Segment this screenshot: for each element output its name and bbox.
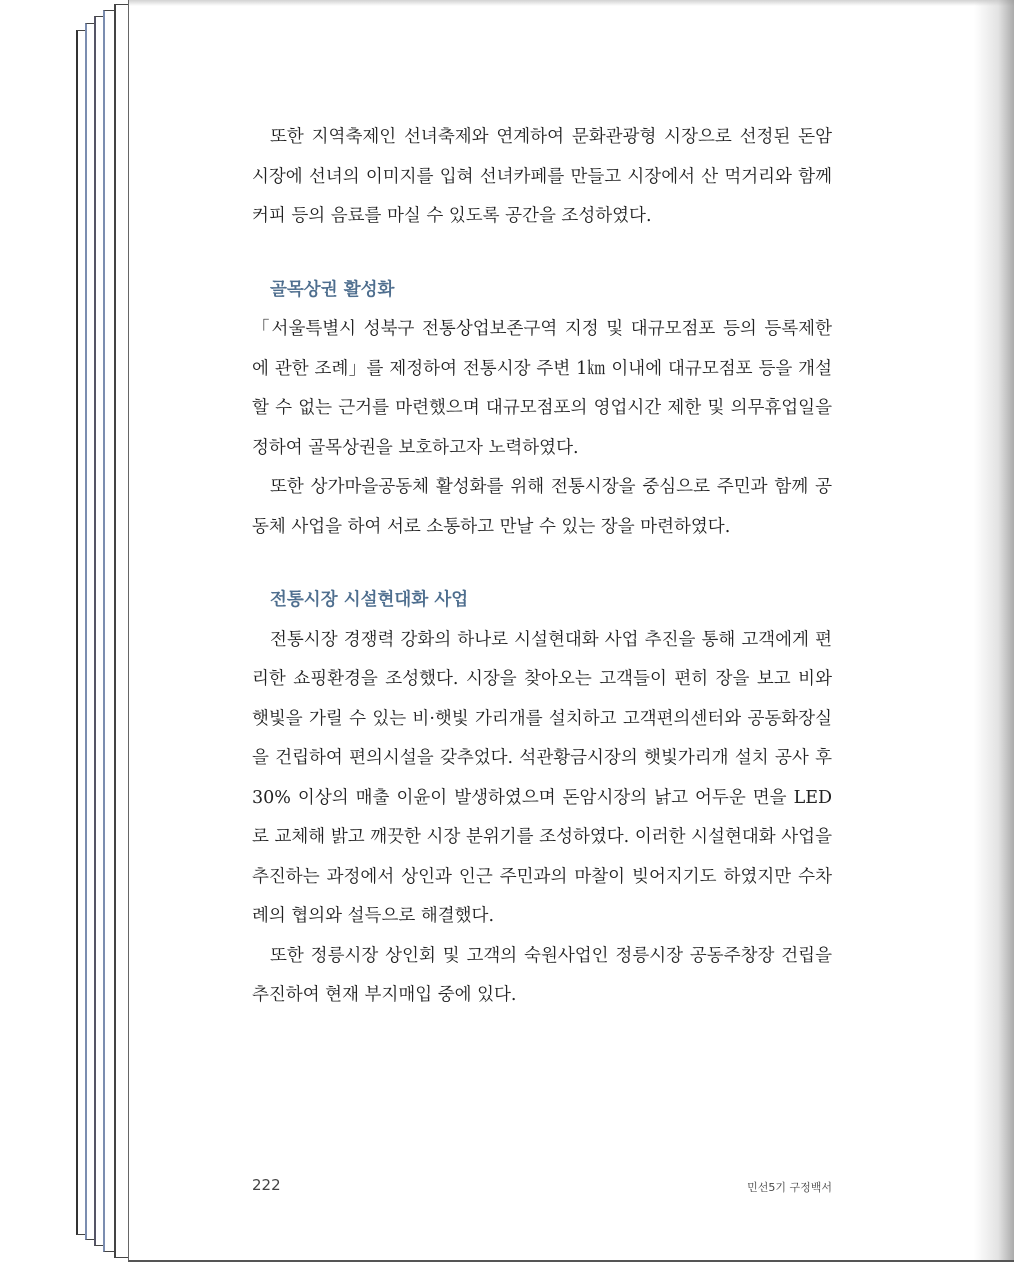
paragraph-seonnyeo-cafe: 또한 지역축제인 선녀축제와 연계하여 문화관광형 시장으로 선정된 돈암시장에 선녀의 이미지를 입혀 선녀카페를 만들고 시장에서 산 먹거리와 함께 커피 등의 음료를 마실 수 있도록 공간을 조성하였다. [252, 127, 832, 226]
page-shadow-top [129, 0, 1014, 6]
page-shadow-right [974, 0, 1014, 1260]
paragraph-community: 또한 상가마을공동체 활성화를 위해 전통시장을 중심으로 주민과 함께 공동체 사업을 하여 서로 소통하고 만날 수 있는 장을 마련하였다. [252, 477, 832, 537]
paragraph-parking: 또한 정릉시장 상인회 및 고객의 숙원사업인 정릉시장 공동주창장 건립을 추진하여 현재 부지매입 중에 있다. [252, 945, 832, 1005]
section-heading-modernization: 전통시장 시설현대화 사업 [270, 590, 469, 610]
page [128, 0, 1014, 1262]
page-number: 222 [252, 1176, 281, 1194]
paragraph-ordinance: 「서울특별시 성북구 전통상업보존구역 지정 및 대규모점포 등의 등록제한에 관한 조례」를 제정하여 전통시장 주변 1㎞ 이내에 대규모점포 등을 개설할 수 없는 근거를 마련했으며 대규모점포의 영업시간 제한 및 의무휴업일을 정하여 골목상권을 보호하고자 노력하였다. [252, 319, 832, 458]
paragraph-modernization: 전통시장 경쟁력 강화의 하나로 시설현대화 사업 추진을 통해 고객에게 편리한 쇼핑환경을 조성했다. 시장을 찾아오는 고객들이 편히 장을 보고 비와 햇빛을 가릴 수 있는 비·햇빛 가리개를 설치하고 고객편의센터와 공동화장실을 건립하여 편의시설을 갖추었다. 석관황금시장의 햇빛가리개 설치 공사 후 30% 이상의 매출 이윤이 발생하였으며 돈암시장의 낡고 어두운 면을 LED로 교체해 밝고 깨끗한 시장 분위기를 조성하였다. 이러한 시설현대화 사업을 추진하는 과정에서 상인과 인근 주민과의 마찰이 빚어지기도 하였지만 수차례의 협의와 설득으로 해결했다. [252, 629, 832, 926]
section-heading-alley-commerce: 골목상권 활성화 [270, 279, 395, 300]
page-content [252, 118, 832, 1016]
running-footer-title: 민선5기 구정백서 [747, 1181, 832, 1194]
